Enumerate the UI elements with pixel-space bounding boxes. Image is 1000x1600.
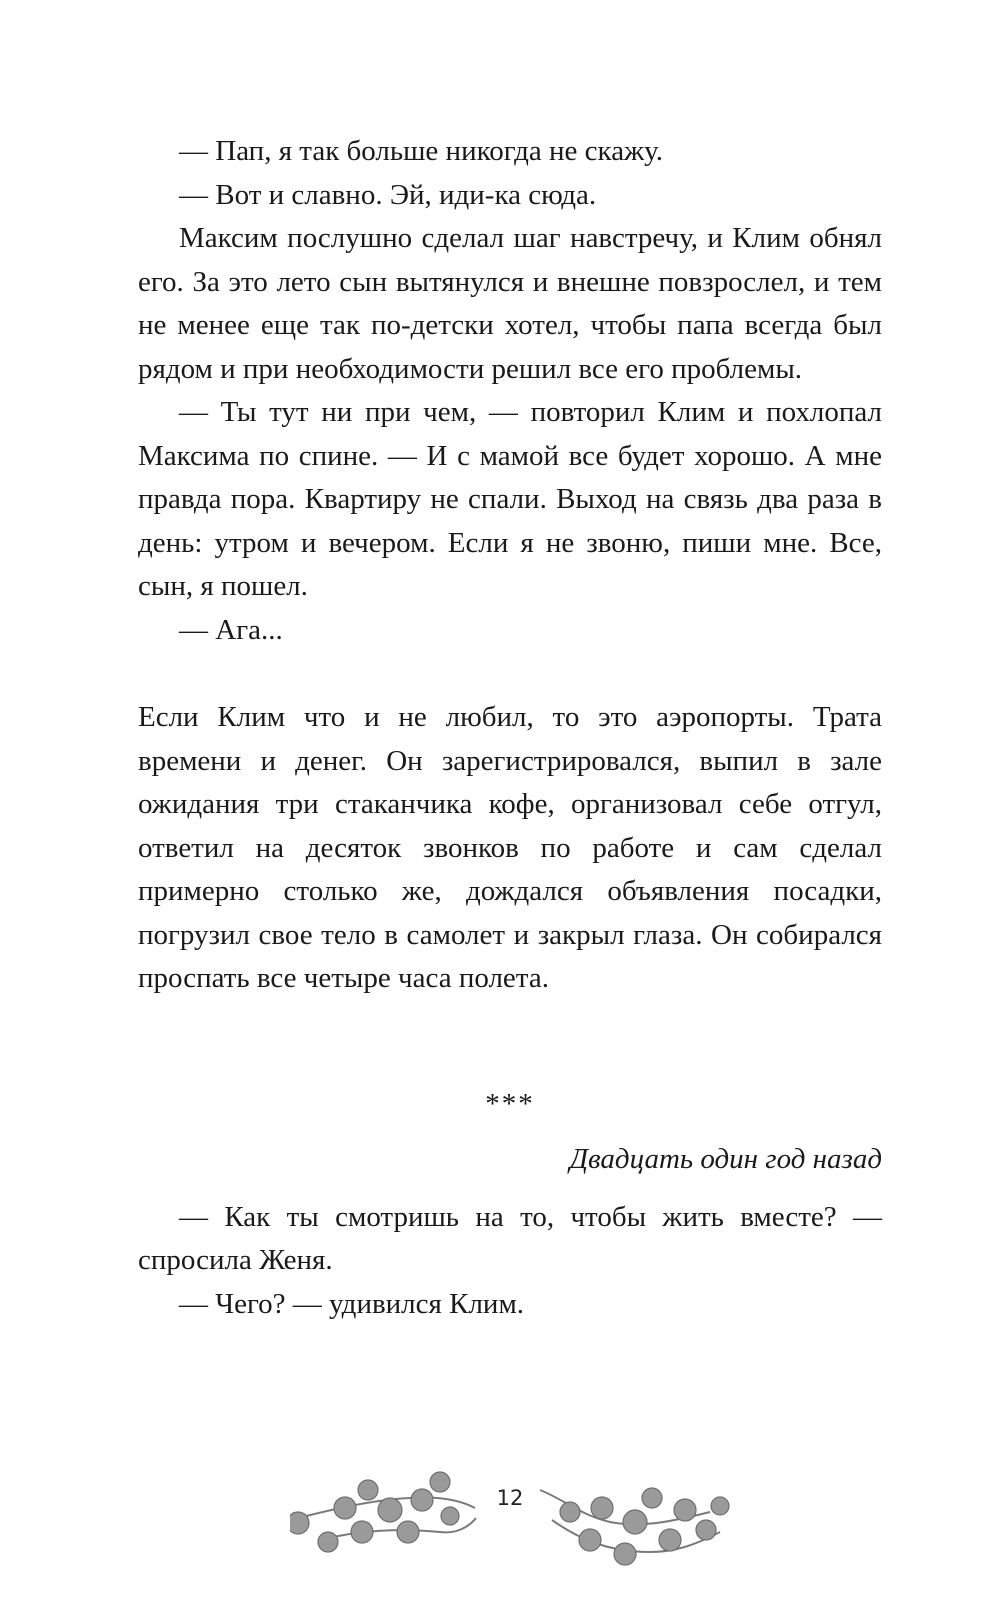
paragraph-1: — Пап, я так больше никогда не скажу. [179, 135, 663, 167]
section-gap [138, 652, 882, 696]
chapter-epigraph: Двадцать один год назад [569, 1143, 882, 1175]
paragraph-7: — Как ты смотришь на то, чтобы жить вместе? — спросила Женя. [138, 1200, 882, 1276]
paragraph-2: — Вот и славно. Эй, иди-ка сюда. [179, 178, 597, 211]
page-number: 12 [496, 1486, 524, 1510]
section-separator: *** [485, 1087, 535, 1120]
paragraph-3: Максим послушно сделал шаг навстречу, и Клим обнял его. За это лето сын вытянулся и внешне повзрослел, и тем не менее еще так по-детски хотел, чтобы папа всегда был рядом и при необходимости решил все его проблемы. [138, 222, 882, 385]
paragraph-6: Если Клим что и не любил, то это аэропорты. Трата времени и денег. Он зарегистрировался, выпил в зале ожидания три стаканчика кофе, организовал себе отгул, ответил на десяток звонков по работе и сам сделал примерно столько же, дождался объявления посадки, погрузил свое тело в самолет и закрыл глаза. Он собирался проспать все четыре часа полета. [138, 701, 882, 994]
paragraph-8: — Чего? — удивился Клим. [179, 1287, 525, 1320]
book-page-text [138, 130, 882, 1326]
section-gap [138, 1126, 882, 1138]
page-footer [290, 1470, 730, 1580]
paragraph-4: — Ты тут ни при чем, — повторил Клим и похлопал Максима по спине. — И с мамой все будет хорошо. А мне правда пора. Квартиру не спали. Выход на связь два раза в день: утром и вечером. Если я не звоню, пиши мне. Все, сын, я пошел. [138, 396, 882, 602]
paragraph-5: — Ага... [179, 613, 283, 646]
section-gap [138, 1001, 882, 1083]
